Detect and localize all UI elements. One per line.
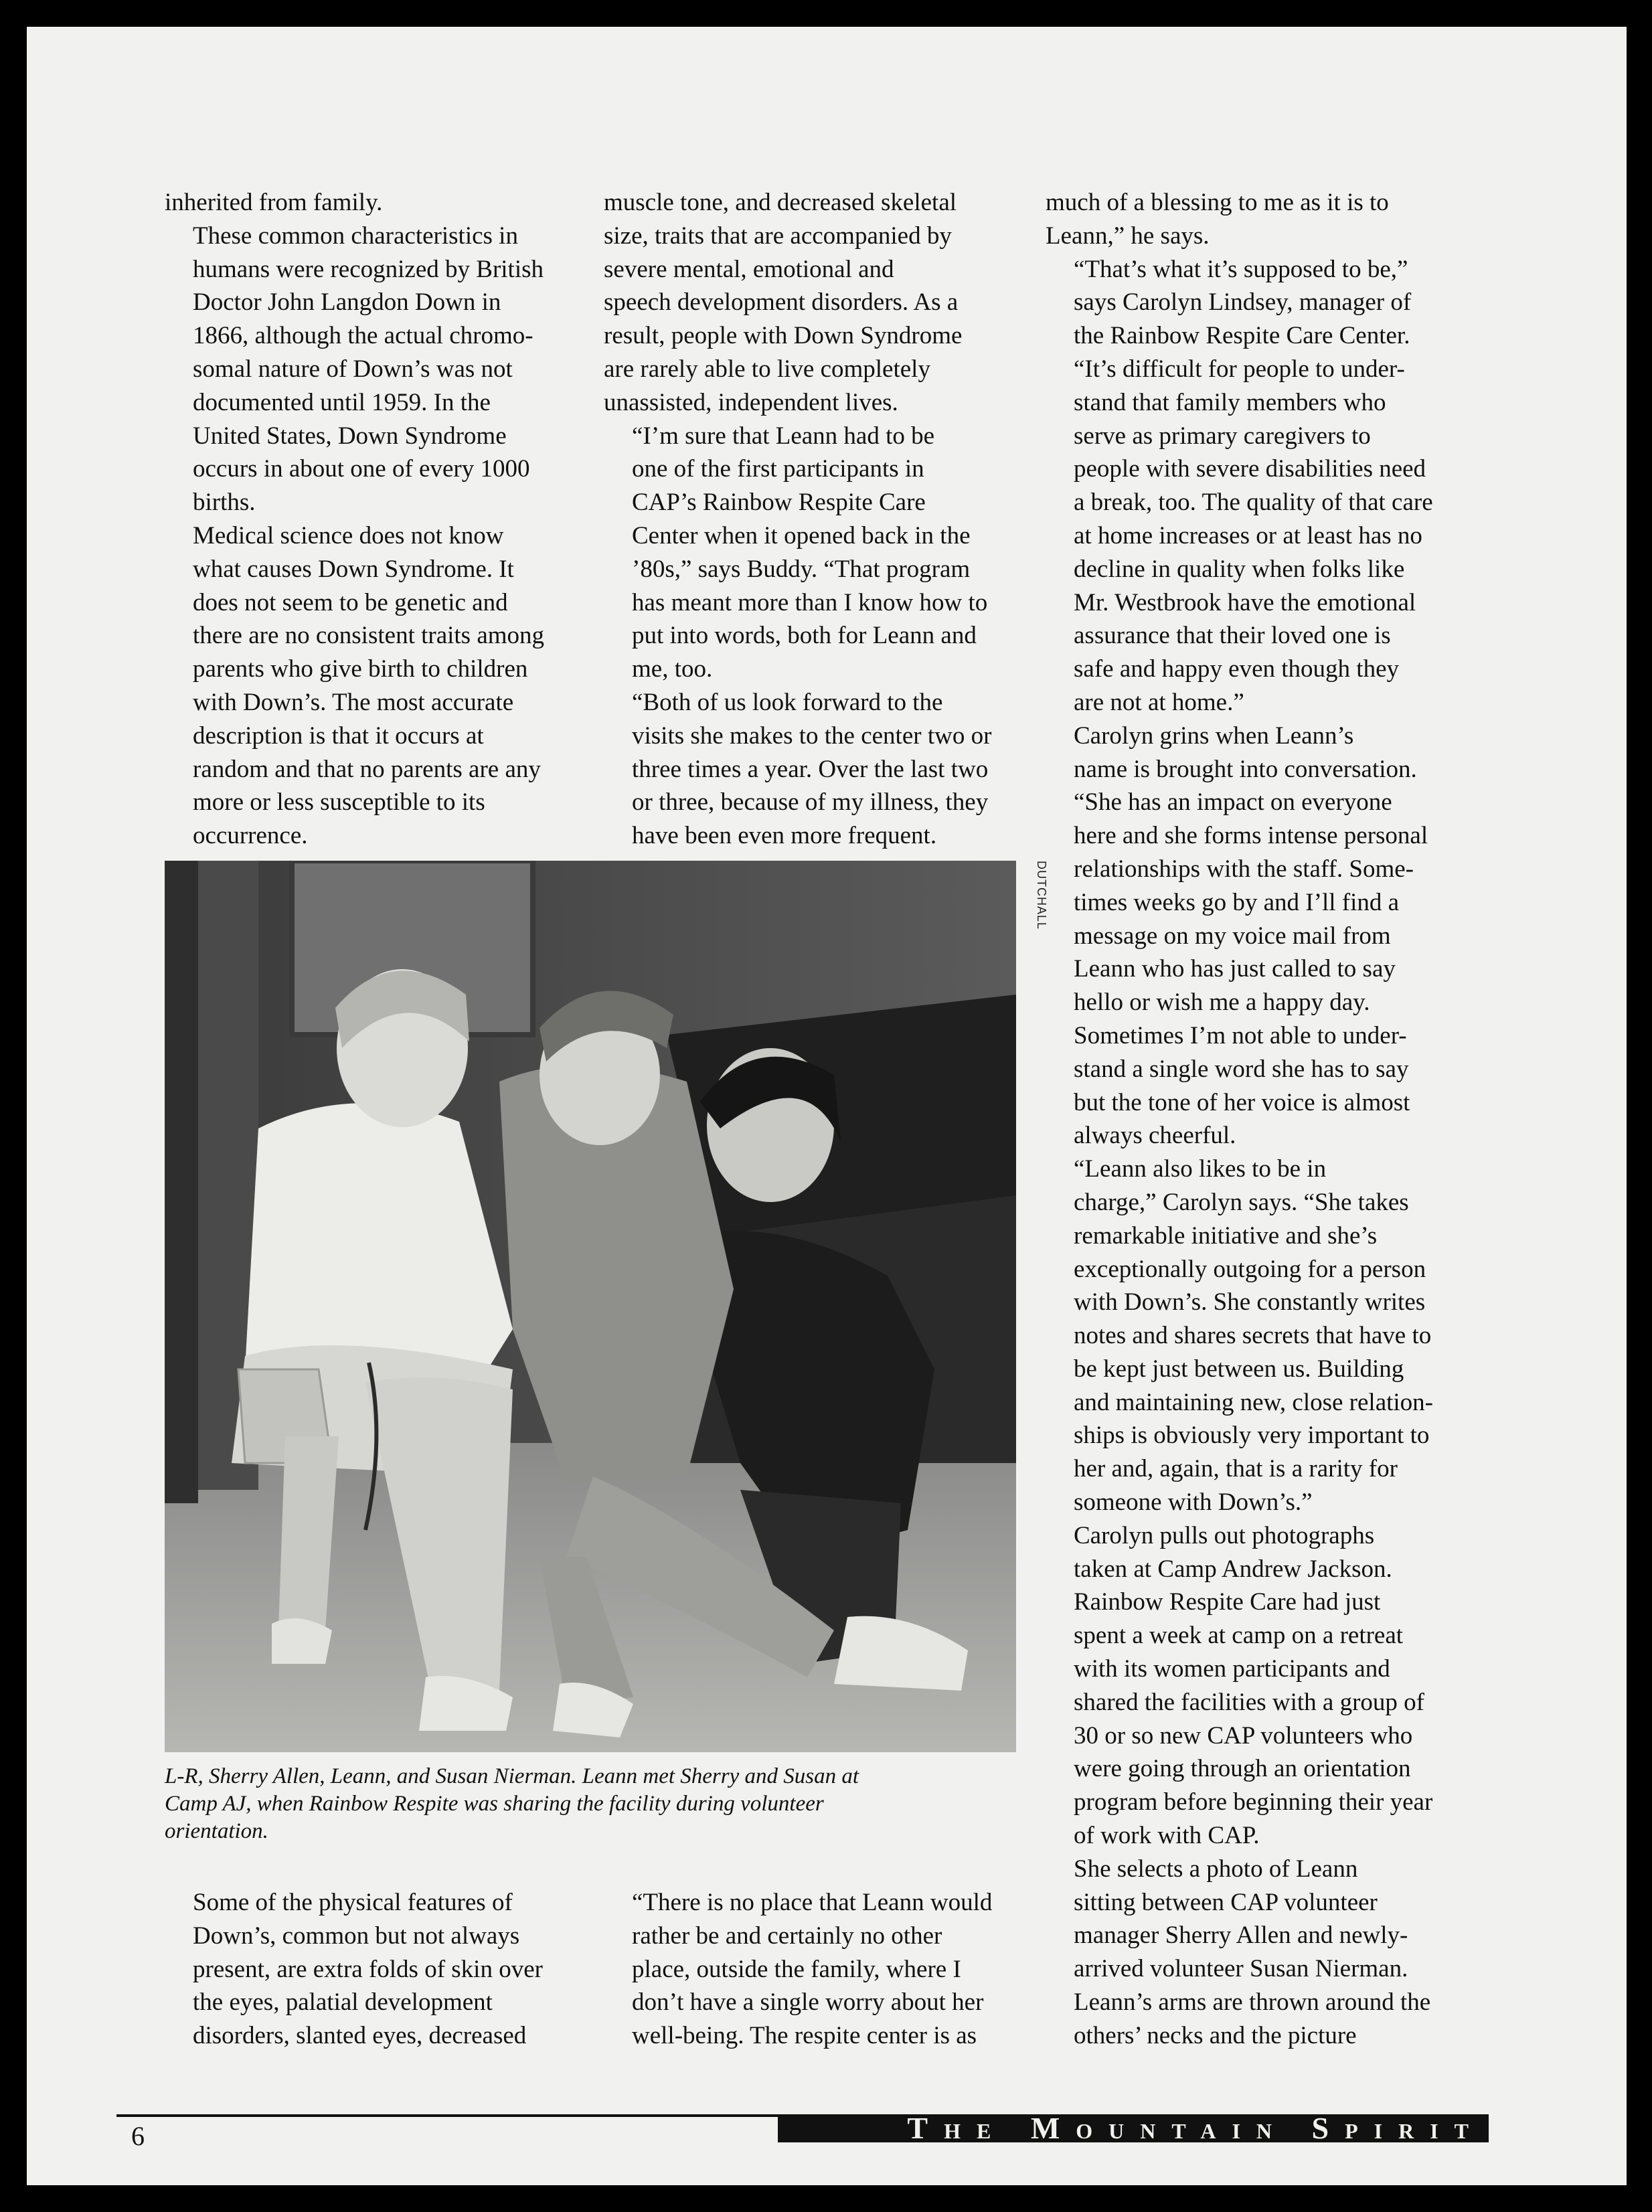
text-line: message on my voice mail from xyxy=(1074,922,1391,950)
text-line: stand a single word she has to say xyxy=(1074,1055,1409,1083)
caption-line: L-R, Sherry Allen, Leann, and Susan Nierman. Leann met Sherry and Susan at xyxy=(165,1764,859,1788)
text-line: Mr. Westbrook have the emotional xyxy=(1074,588,1416,616)
text-line: CAP’s Rainbow Respite Care xyxy=(632,489,926,517)
article-paragraph xyxy=(165,186,566,220)
text-line: the eyes, palatial development xyxy=(193,1988,493,2017)
text-line: Leann’s arms are thrown around the xyxy=(1074,1988,1431,2017)
text-line: were going through an orientation xyxy=(1074,1755,1411,1783)
text-line: with its women participants and xyxy=(1074,1655,1390,1683)
article-paragraph xyxy=(1046,719,1474,786)
text-line: have been even more frequent. xyxy=(632,822,937,850)
article-paragraph xyxy=(1046,253,1474,719)
text-line: inherited from family. xyxy=(165,189,383,216)
text-line: has meant more than I know how to xyxy=(632,588,988,616)
text-line: relationships with the staff. Some- xyxy=(1074,855,1414,883)
text-line: Rainbow Respite Care had just xyxy=(1074,1588,1381,1616)
text-line: hello or wish me a happy day. xyxy=(1074,989,1370,1017)
text-line: Leann,” he says. xyxy=(1046,222,1210,250)
text-line: stand that family members who xyxy=(1074,388,1386,416)
text-line: well-being. The respite center is as xyxy=(632,2022,977,2050)
article-paragraph xyxy=(165,519,566,853)
text-line: serve as primary caregivers to xyxy=(1074,422,1371,450)
text-line: name is brought into conversation. xyxy=(1074,755,1417,783)
text-line: someone with Down’s.” xyxy=(1074,1488,1313,1517)
text-line: “Leann also likes to be in xyxy=(1074,1155,1327,1183)
text-line: shared the facilities with a group of xyxy=(1074,1688,1424,1716)
text-line: Medical science does not know xyxy=(193,521,504,549)
text-line: three times a year. Over the last two xyxy=(632,755,989,783)
text-line: of work with CAP. xyxy=(1074,1822,1260,1850)
article-paragraph xyxy=(604,186,1019,420)
text-line: always cheerful. xyxy=(1074,1122,1236,1150)
text-line: put into words, both for Leann and xyxy=(632,622,977,650)
article-column-2-top xyxy=(604,186,1019,853)
article-paragraph xyxy=(165,1886,566,2053)
text-line: says Carolyn Lindsey, manager of xyxy=(1074,288,1412,317)
text-line: and maintaining new, close relation- xyxy=(1074,1388,1434,1416)
photo-illustration xyxy=(165,861,1016,1752)
text-line: here and she forms intense personal xyxy=(1074,822,1428,850)
text-line: visits she makes to the center two or xyxy=(632,721,992,750)
article-paragraph xyxy=(165,220,566,519)
text-line: Carolyn pulls out photographs xyxy=(1074,1521,1375,1549)
text-line: with Down’s. The most accurate xyxy=(193,688,514,716)
text-line: assurance that their loved one is xyxy=(1074,622,1391,650)
text-line: Down’s, common but not always xyxy=(193,1922,520,1950)
text-line: occurs in about one of every 1000 xyxy=(193,455,530,483)
text-line: don’t have a single worry about her xyxy=(632,1988,984,2017)
text-line: size, traits that are accompanied by xyxy=(604,222,952,250)
magazine-page xyxy=(27,27,1627,2185)
text-line: 30 or so new CAP volunteers who xyxy=(1074,1721,1413,1750)
text-line: Carolyn grins when Leann’s xyxy=(1074,721,1354,750)
text-line: somal nature of Down’s was not xyxy=(193,355,513,383)
text-line: place, outside the family, where I xyxy=(632,1955,961,1983)
text-line: does not seem to be genetic and xyxy=(193,588,508,616)
text-line: United States, Down Syndrome xyxy=(193,422,507,450)
text-line: births. xyxy=(193,489,256,517)
text-line: occurrence. xyxy=(193,822,308,850)
text-line: manager Sherry Allen and newly- xyxy=(1074,1922,1408,1950)
article-paragraph xyxy=(1046,186,1474,253)
text-line: 1866, although the actual chromo- xyxy=(193,322,533,350)
text-line: what causes Down Syndrome. It xyxy=(193,555,514,583)
text-line: more or less susceptible to its xyxy=(193,788,485,817)
text-line: but the tone of her voice is almost xyxy=(1074,1088,1410,1116)
text-line: description is that it occurs at xyxy=(193,721,484,750)
text-line: “I’m sure that Leann had to be xyxy=(632,422,935,450)
text-line: decline in quality when folks like xyxy=(1074,555,1405,583)
text-line: sitting between CAP volunteer xyxy=(1074,1888,1378,1916)
caption-line: orientation. xyxy=(165,1819,268,1843)
text-line: the Rainbow Respite Care Center. xyxy=(1074,322,1410,350)
article-column-1-top xyxy=(165,186,566,853)
article-column-3 xyxy=(1046,186,1474,2053)
text-line: “Both of us look forward to the xyxy=(632,688,943,716)
article-column-2-bottom xyxy=(604,1886,1019,2053)
text-line: These common characteristics in xyxy=(193,222,518,250)
text-line: arrived volunteer Susan Nierman. xyxy=(1074,1955,1408,1983)
text-line: with Down’s. She constantly writes xyxy=(1074,1288,1426,1316)
text-line: me, too. xyxy=(632,655,713,683)
text-line: random and that no parents are any xyxy=(193,755,541,783)
text-line: rather be and certainly no other xyxy=(632,1922,942,1950)
text-line: are rarely able to live completely xyxy=(604,355,930,383)
text-line: a break, too. The quality of that care xyxy=(1074,489,1433,517)
article-paragraph xyxy=(604,1886,1019,2053)
text-line: “There is no place that Leann would xyxy=(632,1889,993,1916)
text-line: severe mental, emotional and xyxy=(604,255,894,283)
text-line: safe and happy even though they xyxy=(1074,655,1399,683)
text-line: her and, again, that is a rarity for xyxy=(1074,1455,1398,1483)
article-paragraph xyxy=(1046,1853,1474,2053)
text-line: She selects a photo of Leann xyxy=(1074,1855,1358,1883)
text-line: ’80s,” says Buddy. “That program xyxy=(632,555,971,583)
text-line: one of the first participants in xyxy=(632,455,924,483)
text-line: present, are extra folds of skin over xyxy=(193,1955,543,1983)
article-paragraph xyxy=(604,420,1019,686)
article-paragraph xyxy=(1046,1519,1474,1853)
text-line: documented until 1959. In the xyxy=(193,388,491,416)
article-paragraph xyxy=(1046,786,1474,1153)
text-line: humans were recognized by British xyxy=(193,255,544,283)
text-line: program before beginning their year xyxy=(1074,1788,1433,1816)
publication-masthead: The Mountain Spirit xyxy=(778,2114,1489,2142)
text-line: ships is obviously very important to xyxy=(1074,1422,1430,1450)
text-line: times weeks go by and I’ll find a xyxy=(1074,888,1400,916)
text-line: or three, because of my illness, they xyxy=(632,788,989,817)
text-line: unassisted, independent lives. xyxy=(604,388,898,416)
article-photo xyxy=(165,861,1016,1752)
page-number: 6 xyxy=(131,2121,145,2151)
text-line: much of a blessing to me as it is to xyxy=(1046,189,1389,216)
article-paragraph xyxy=(1046,1153,1474,1519)
caption-line: Camp AJ, when Rainbow Respite was sharing the facility during volunteer xyxy=(165,1792,824,1816)
text-line: there are no consistent traits among xyxy=(193,622,545,650)
article-paragraph xyxy=(604,686,1019,853)
text-line: disorders, slanted eyes, decreased xyxy=(193,2022,527,2050)
text-line: others’ necks and the picture xyxy=(1074,2021,1357,2049)
text-line: taken at Camp Andrew Jackson. xyxy=(1074,1555,1392,1583)
text-line: charge,” Carolyn says. “She takes xyxy=(1074,1188,1409,1216)
text-line: at home increases or at least has no xyxy=(1074,521,1422,549)
text-line: remarkable initiative and she’s xyxy=(1074,1221,1378,1250)
text-line: “It’s difficult for people to under- xyxy=(1074,355,1405,383)
text-line: people with severe disabilities need xyxy=(1074,455,1426,483)
text-line: exceptionally outgoing for a person xyxy=(1074,1255,1426,1283)
text-line: notes and shares secrets that have to xyxy=(1074,1322,1432,1350)
text-line: be kept just between us. Building xyxy=(1074,1355,1404,1383)
text-line: Center when it opened back in the xyxy=(632,521,971,549)
text-line: parents who give birth to children xyxy=(193,655,528,683)
article-column-1-bottom xyxy=(165,1886,566,2053)
text-line: Leann who has just called to say xyxy=(1074,955,1396,983)
photo-caption xyxy=(165,1763,1016,1845)
text-line: result, people with Down Syndrome xyxy=(604,322,963,350)
text-line: are not at home.” xyxy=(1074,688,1244,716)
text-line: Some of the physical features of xyxy=(193,1889,513,1916)
text-line: “She has an impact on everyone xyxy=(1074,788,1392,817)
text-line: spent a week at camp on a retreat xyxy=(1074,1622,1404,1650)
text-line: muscle tone, and decreased skeletal xyxy=(604,189,957,216)
text-line: “That’s what it’s supposed to be,” xyxy=(1074,255,1408,283)
text-line: speech development disorders. As a xyxy=(604,288,959,317)
text-line: Doctor John Langdon Down in xyxy=(193,288,501,317)
text-line: Sometimes I’m not able to under- xyxy=(1074,1021,1407,1049)
photo-credit: DUTCHALL xyxy=(1035,861,1048,930)
